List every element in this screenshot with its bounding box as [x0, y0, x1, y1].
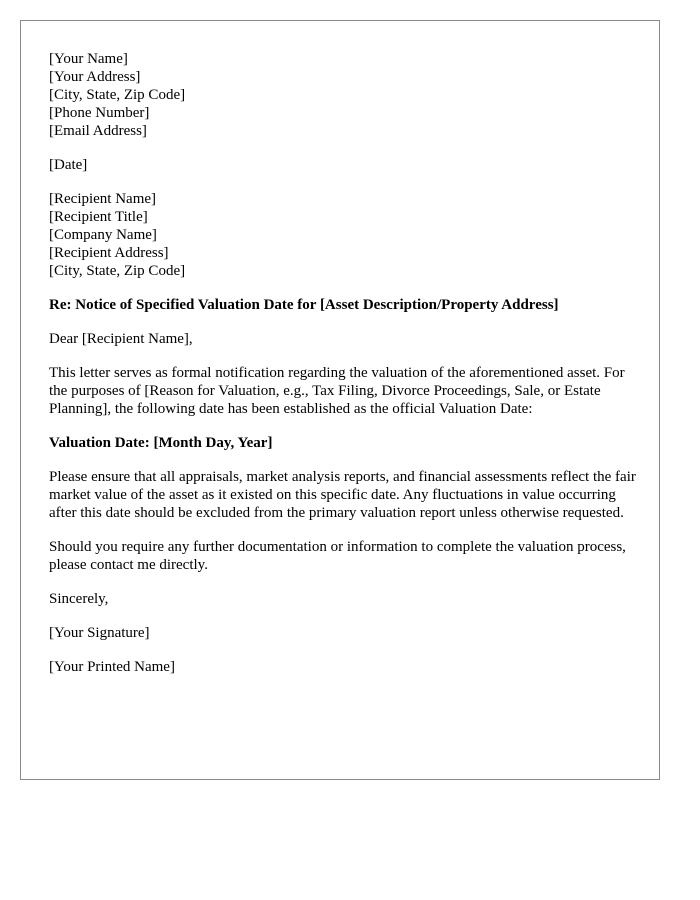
sender-name: [Your Name]: [49, 51, 128, 67]
sender-block: [49, 50, 639, 140]
recipient-city-state-zip: [City, State, Zip Code]: [49, 263, 186, 279]
recipient-address: [Recipient Address]: [49, 245, 169, 261]
sender-address: [Your Address]: [49, 69, 141, 85]
body-paragraph-2: Please ensure that all appraisals, market analysis reports, and financial assessments reflect the fair market value of the asset as it existed on this specific date. Any fluctuations in value occurring after this date should be excluded from the primary valuation report unless otherwise requested.: [49, 469, 636, 521]
closing: Sincerely,: [49, 591, 109, 607]
recipient-name: [Recipient Name]: [49, 191, 157, 207]
body-paragraph-1: This letter serves as formal notification regarding the valuation of the aforementioned asset. For the purposes of [Reason for Valuation, e.g., Tax Filing, Divorce Proceedings, Sale, or Estate Planning], the following date has been established as the official Valuation Date:: [49, 365, 625, 417]
sender-email: [Email Address]: [49, 123, 147, 139]
signature: [Your Signature]: [49, 625, 150, 641]
letter-content: [49, 50, 639, 692]
date-block: [49, 156, 639, 174]
sender-phone: [Phone Number]: [49, 105, 150, 121]
recipient-title: [Recipient Title]: [49, 209, 148, 225]
letter-date: [Date]: [49, 157, 88, 173]
sender-city-state-zip: [City, State, Zip Code]: [49, 87, 186, 103]
letter-page: [20, 20, 660, 780]
body-paragraph-3: Should you require any further documentation or information to complete the valuation process, please contact me directly.: [49, 539, 626, 573]
recipient-block: [49, 190, 639, 280]
salutation: Dear [Recipient Name],: [49, 331, 193, 347]
printed-name: [Your Printed Name]: [49, 659, 175, 675]
recipient-company: [Company Name]: [49, 227, 157, 243]
valuation-date: Valuation Date: [Month Day, Year]: [49, 435, 273, 451]
subject-line: Re: Notice of Specified Valuation Date for [Asset Description/Property Address]: [49, 297, 559, 313]
